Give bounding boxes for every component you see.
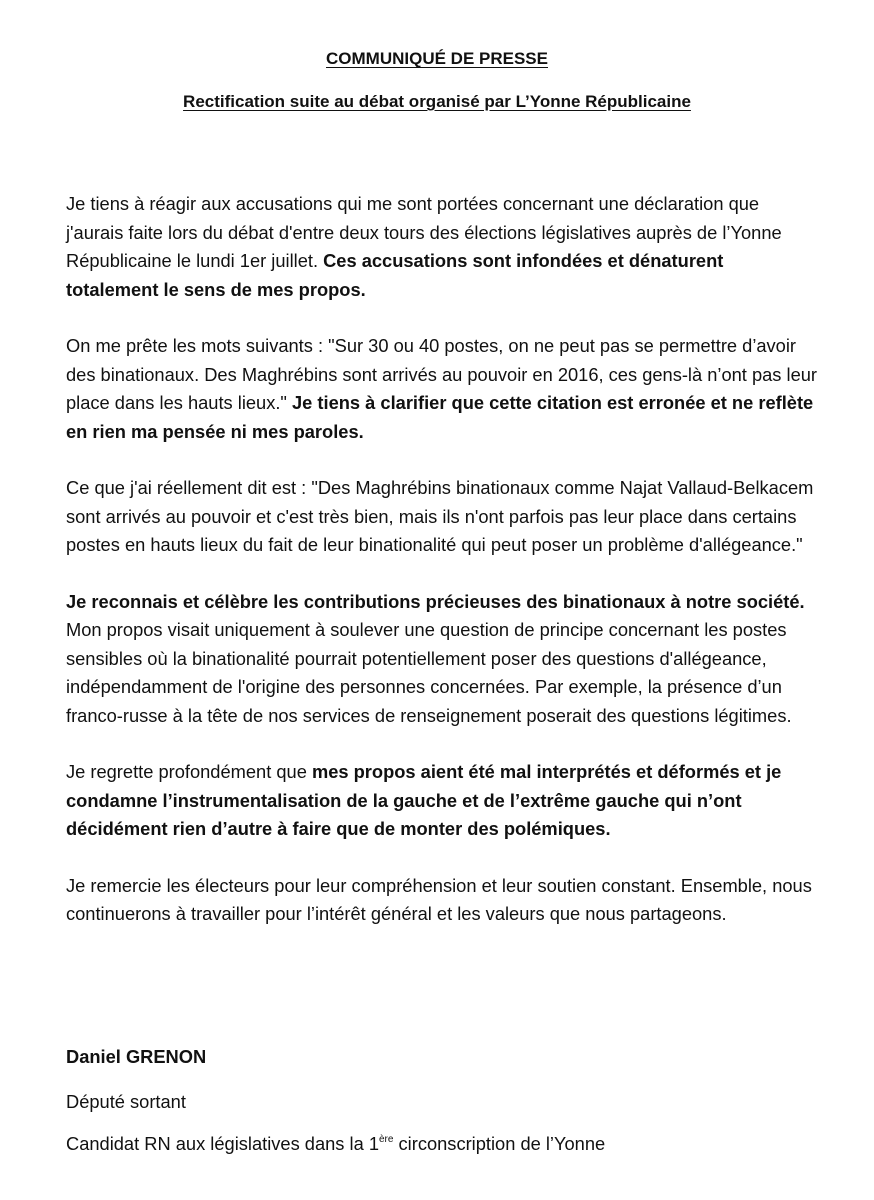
document-body bbox=[66, 190, 818, 957]
paragraph-3 bbox=[66, 474, 818, 560]
paragraph-1 bbox=[66, 190, 818, 304]
document-title: COMMUNIQUÉ DE PRESSE bbox=[326, 49, 548, 68]
paragraph-5 bbox=[66, 758, 818, 844]
paragraph-4-text: Mon propos visait uniquement à soulever une question de principe concernant les postes sensibles où la binationalité pourrait potentiellement poser des questions d'allégeance, indépendamment de l'origine des personnes concernées. Par exemple, la présence d’un franco-russe à la tête de nos services de renseignement poserait des questions légitimes. bbox=[66, 619, 792, 726]
paragraph-6 bbox=[66, 872, 818, 929]
paragraph-6-text: Je remercie les électeurs pour leur compréhension et leur soutien constant. Ensemble, nous continuerons à travailler pour l’intérêt général et les valeurs que nous partageons. bbox=[66, 874, 812, 924]
candidacy-suffix: circonscription de l’Yonne bbox=[393, 1133, 606, 1154]
document-subtitle: Rectification suite au débat organisé par L’Yonne Républicaine bbox=[183, 92, 691, 111]
paragraph-5-text: Je regrette profondément que bbox=[66, 761, 312, 782]
paragraph-1-bold: Ces accusations sont infondées et dénaturent totalement le sens de mes propos. bbox=[66, 250, 724, 300]
paragraph-5-bold: mes propos aient été mal interprétés et déformés et je condamne l’instrumentalisation de la gauche et de l’extrême gauche qui n’ont décidément rien d’autre à faire que de monter des polémiques. bbox=[66, 761, 782, 839]
paragraph-2-bold: Je tiens à clarifier que cette citation est erronée et ne reflète en rien ma pensée ni mes paroles. bbox=[66, 392, 814, 442]
candidacy-ordinal: ère bbox=[379, 1134, 394, 1145]
paragraph-4 bbox=[66, 588, 818, 731]
paragraph-1-text: Je tiens à réagir aux accusations qui me sont portées concernant une déclaration que j'aurais faite lors du débat d'entre deux tours des élections législatives auprès de l’Yonne Républicaine le lundi 1er juillet. bbox=[66, 193, 782, 271]
paragraph-4-bold: Je reconnais et célèbre les contributions précieuses des binationaux à notre société. bbox=[66, 590, 805, 612]
signature-name: Daniel GRENON bbox=[66, 1046, 207, 1067]
paragraph-2 bbox=[66, 332, 818, 446]
paragraph-2-text: On me prête les mots suivants : "Sur 30 ou 40 postes, on ne peut pas se permettre d’avoir des binationaux. Des Maghrébins sont arrivés au pouvoir en 2016, ces gens-là n’ont pas leur place dans les hauts lieux." bbox=[66, 335, 817, 413]
candidacy-prefix: Candidat RN aux législatives dans la 1 bbox=[66, 1133, 379, 1154]
paragraph-3-text: Ce que j'ai réellement dit est : "Des Maghrébins binationaux comme Najat Vallaud-Belkacem sont arrivés au pouvoir et c'est très bien, mais ils n'ont parfois pas leur place dans certains postes en hauts lieux du fait de leur binationalité qui peut poser un problème d'allégeance." bbox=[66, 477, 814, 555]
signature-candidacy bbox=[66, 1133, 605, 1155]
signature-role: Député sortant bbox=[66, 1091, 186, 1112]
